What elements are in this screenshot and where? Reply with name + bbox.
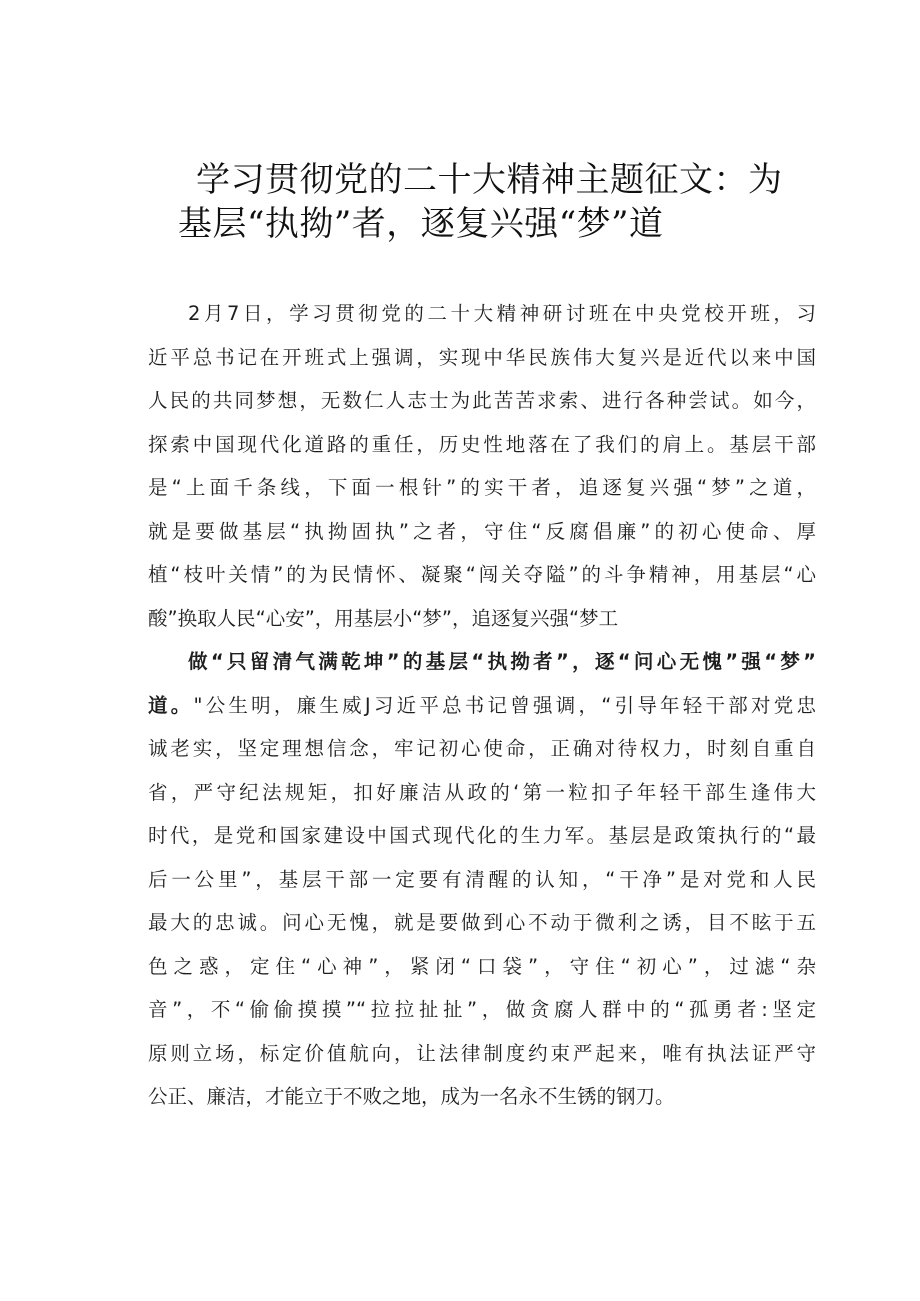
title-line-2: 基层“执拗”者，逐复兴强“梦”道 (178, 204, 664, 244)
paragraph-2-line: 时代，是党和国家建设中国式现代化的生力军。基层是政策执行的“最 (148, 824, 816, 847)
paragraph-1-line: 2月7日，学习贯彻党的二十大精神研讨班在中央党校开班，习 (188, 302, 816, 325)
paragraph-1-line: 探索中国现代化道路的重任，历史性地落在了我们的肩上。基层干部 (148, 432, 816, 456)
paragraph-1-line: 植“枝叶关情”的为民情怀、凝聚“闯关夺隘”的斗争精神，用基层“心 (148, 563, 816, 586)
paragraph-2-line: 后一公里”，基层干部一定要有清醒的认知，“干净”是对党和人民 (148, 867, 816, 891)
paragraph-2-line: 色之惑，定住“心神”，紧闭“口袋”，守住“初心”，过滤“杂 (148, 954, 816, 978)
paragraph-2-first-line (148, 684, 816, 728)
paragraph-2-line: 公正、廉洁，才能立于不败之地，成为一名永不生锈的钢刀。 (148, 1085, 675, 1108)
paragraph-2-heading: 做“只留清气满乾坤”的基层“执拗者”，逐“问心无愧”强“梦” (188, 650, 816, 673)
paragraph-2-line: 诚老实，坚定理想信念，牢记初心使命，正确对待权力，时刻自重自 (148, 737, 816, 760)
document-title (150, 158, 800, 246)
document-body (148, 292, 816, 1119)
paragraph-1-line: 近平总书记在开班式上强调，实现中华民族伟大复兴是近代以来中国 (148, 345, 816, 369)
paragraph-1-line: 酸”换取人民“心安”，用基层小“梦”，追逐复兴强“梦工 (148, 606, 619, 630)
paragraph-2-heading-end: 道。 (148, 693, 194, 717)
paragraph-2-line: 最大的忠诚。问心无愧，就是要做到心不动于微利之诱，目不眩于五 (148, 911, 816, 934)
paragraph-2-line: 省，严守纪法规矩，扣好廉洁从政的‘第一粒扣子年轻干部生逢伟大 (148, 780, 816, 804)
paragraph-2-first-line-text: "公生明，廉生威J习近平总书记曾强调，“引导年轻干部对党忠 (193, 693, 816, 717)
paragraph-2-line: 音”，不“偷偷摸摸”“拉拉扯扯”，做贪腐人群中的“孤勇者:坚定 (148, 998, 816, 1021)
paragraph-2-line: 原则立场，标定价值航向，让法律制度约束严起来，唯有执法证严守 (148, 1041, 816, 1065)
paragraph-1-line: 人民的共同梦想，无数仁人志士为此苦苦求索、进行各种尝试。如今， (148, 389, 816, 412)
paragraph-2 (148, 640, 816, 1119)
paragraph-1-line: 是“上面千条线，下面一根针”的实干者，追逐复兴强“梦”之道， (148, 476, 816, 499)
paragraph-1 (148, 292, 816, 640)
title-line-1: 学习贯彻党的二十大精神主题征文：为 (196, 160, 783, 200)
paragraph-1-line: 就是要做基层“执拗固执”之者，守住“反腐倡廉”的初心使命、厚 (148, 519, 816, 543)
